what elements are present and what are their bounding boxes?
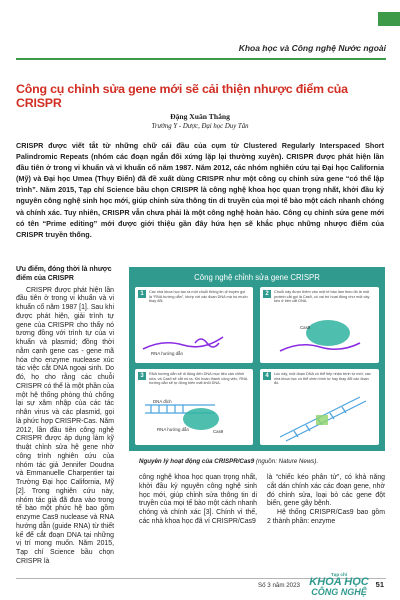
- figure-panel-4: [260, 369, 379, 445]
- header-divider: [16, 58, 386, 60]
- caption-source: (nguồn: Nature News).: [255, 458, 319, 465]
- figure-panel-3: [135, 369, 253, 445]
- logo-bottom-text: CÔNG NGHỆ: [311, 587, 367, 597]
- magazine-logo: [305, 572, 373, 596]
- panel-description: Chuỗi này được thêm vào một tế bào làm theo đó là một protein cắt gọi là Cas9, có vai trò hoạt động như một cây kéo ở bên cắt DNA.: [274, 290, 370, 304]
- paragraph: CRISPR được phát hiện lần đầu tiên ở trong vi khuẩn và vi khuẩn cổ năm 1987 [1]. Sau khi được phát hiện, giải trình tự gene của CRISPR cho thấy nó tương đồng với trình tự của vi khuẩn và plasmid; đồng thời nằm cạnh gene cas - gene mã hóa cho enzyme nuclease xúc tác việc cắt DNA ngoại sinh. Do đó, họ cho rằng các chuỗi CRISPR có thể là một phần của một hệ thống phòng thủ chống lại sự xâm nhập của các tác nhân virus và các plasmid, gọi là phức hợp CRISPR-Cas. Năm 2012, lần đầu tiên công nghệ CRISPR được áp dụng làm kỹ thuật chỉnh sửa hệ gene nhờ công trình nghiên cứu của nhóm tác giả Jennifer Doudna và Emmanuelle Charpentier tại Trường Đại học California, Mỹ [2]. Trong nghiên cứu này, nhóm tác giả đã đưa vào trong tế bào một phức hệ bao gồm enzyme Cas9 nuclease và RNA hướng dẫn (guide RNA) từ thiết kế để cắt đoạn DNA tại những vị trí mong muốn. Năm 2015, Tạp chí Science bầu chọn CRISPR là: [16, 286, 114, 565]
- figure-title: Công nghệ chỉnh sửa gene CRISPR: [194, 273, 320, 282]
- guide-rna-label-3: RNA hướng dẫn: [157, 427, 189, 432]
- cas9-illustration: [260, 287, 379, 363]
- dna-cut-illustration: [135, 369, 253, 445]
- panel-description: Lúc này, một đoạn DNA có thể tiếp nhận trình tự mới, các nhà khoa học có thể chèn trình tự hay thay đổi các đoạn đó.: [274, 372, 371, 386]
- author-affiliation: Trường Y - Dược, Đại học Duy Tân: [151, 123, 249, 130]
- figure-panel-2: [260, 287, 379, 363]
- panel-number: 4: [263, 372, 271, 380]
- figure-caption: [139, 458, 385, 465]
- panel-number: 2: [263, 290, 271, 298]
- page-number: 51: [375, 580, 384, 589]
- dna-insert-illustration: [260, 369, 379, 445]
- body-text-left: [16, 287, 114, 567]
- target-dna-label: DNA đích: [153, 399, 172, 404]
- header-color-tab: [378, 12, 400, 26]
- page-header: [0, 0, 400, 66]
- figure-panel-1: [135, 287, 253, 363]
- paragraph: là “chiếc kéo phân tử”, có khả năng cắt dán chính xác các đoạn gene, nhờ đó chỉnh sửa, loại bỏ các gene đột biến, gene gây bệnh.: [267, 474, 385, 508]
- crispr-figure: [129, 267, 385, 451]
- logo-mid-text: KHOA HỌC: [309, 576, 369, 588]
- caption-text: Nguyên lý hoạt động của CRISPR/Cas9: [139, 458, 255, 465]
- article-abstract: CRISPR được viết tắt từ những chữ cái đầu của cụm từ Clustered Regularly Interspaced Short Palindromic Repeats (nhóm các đoạn ngắn đối xứng lặp lại thường xuyên). CRISPR được phát hiện lần đầu tiên ở trong vi khuẩn và vi khuẩn cổ năm 1987. Năm 2012, các nhóm nghiên cứu tại Đại học California (Mỹ) và Đại học Umea (Thụy Điển) đã đề xuất dùng CRISPR như một công cụ chỉnh sửa gene “có thể lập trình”. Năm 2015, Tạp chí Science bầu chọn CRISPR là công nghệ khoa học quan trọng nhất, khởi đầu kỷ nguyên công nghệ sinh học mới, giúp chỉnh sửa thông tin di truyền của mọi tế bào một cách nhanh chóng và chính xác. Tuy nhiên, CRISPR vẫn chưa phải là một công nghệ hoàn hảo. Công cụ chỉnh sửa gene mới có tên “Prime editing” mới được giới thiệu gần đây hứa hẹn sẽ khắc phục những nhược điểm của CRISPR truyền thống.: [16, 141, 384, 239]
- section-heading: Ưu điểm, đóng thời là nhược điểm của CRISPR: [16, 266, 112, 282]
- text-column-middle: [139, 474, 257, 527]
- logo-top-text: Tạp chí: [330, 572, 348, 577]
- issue-label: Số 3 năm 2023: [258, 582, 300, 589]
- cas9-label: Cas9: [300, 325, 311, 330]
- article-author: Đặng Xuân Thắng: [170, 112, 230, 121]
- panel-number: 1: [138, 290, 146, 298]
- paragraph: Hệ thống CRISPR/Cas9 bao gồm 2 thành phần: enzyme: [267, 509, 385, 525]
- paragraph: công nghệ khoa học quan trọng nhất, khởi đầu kỷ nguyên công nghệ sinh học mới, giúp chỉnh sửa thông tin di truyền của mọi tế bào một cách nhanh chóng và chính xác [3]. Chính vì thế, các nhà khoa học đã ví CRISPR/Cas9: [139, 474, 257, 525]
- text-column-right: [267, 474, 385, 527]
- article-title: Công cụ chỉnh sửa gene mới sẽ cải thiện nhược điểm của CRISPR: [16, 82, 348, 110]
- panel-description: Các nhà khoa học tạo ra một chuỗi thông tin di truyền gọi là “RNA hướng dẫn”, khớp với các đoạn DNA mà họ muốn thay đổi.: [149, 290, 248, 304]
- guide-rna-label: RNA hướng dẫn: [151, 351, 183, 356]
- cas9-label-3: Cas9: [213, 429, 224, 434]
- section-label: Khoa học và Công nghệ Nước ngoài: [238, 43, 386, 53]
- panel-number: 3: [138, 372, 146, 380]
- text-column-left: [16, 266, 114, 567]
- panel-description: RNA hướng dẫn sẽ di động đến DNA mục tiêu cần chỉnh sửa, và Cas9 sẽ cắt nó ra. Khi hoàn thành công việc, RNA hướng dẫn sẽ tự động biến mất khỏi DNA.: [149, 372, 248, 386]
